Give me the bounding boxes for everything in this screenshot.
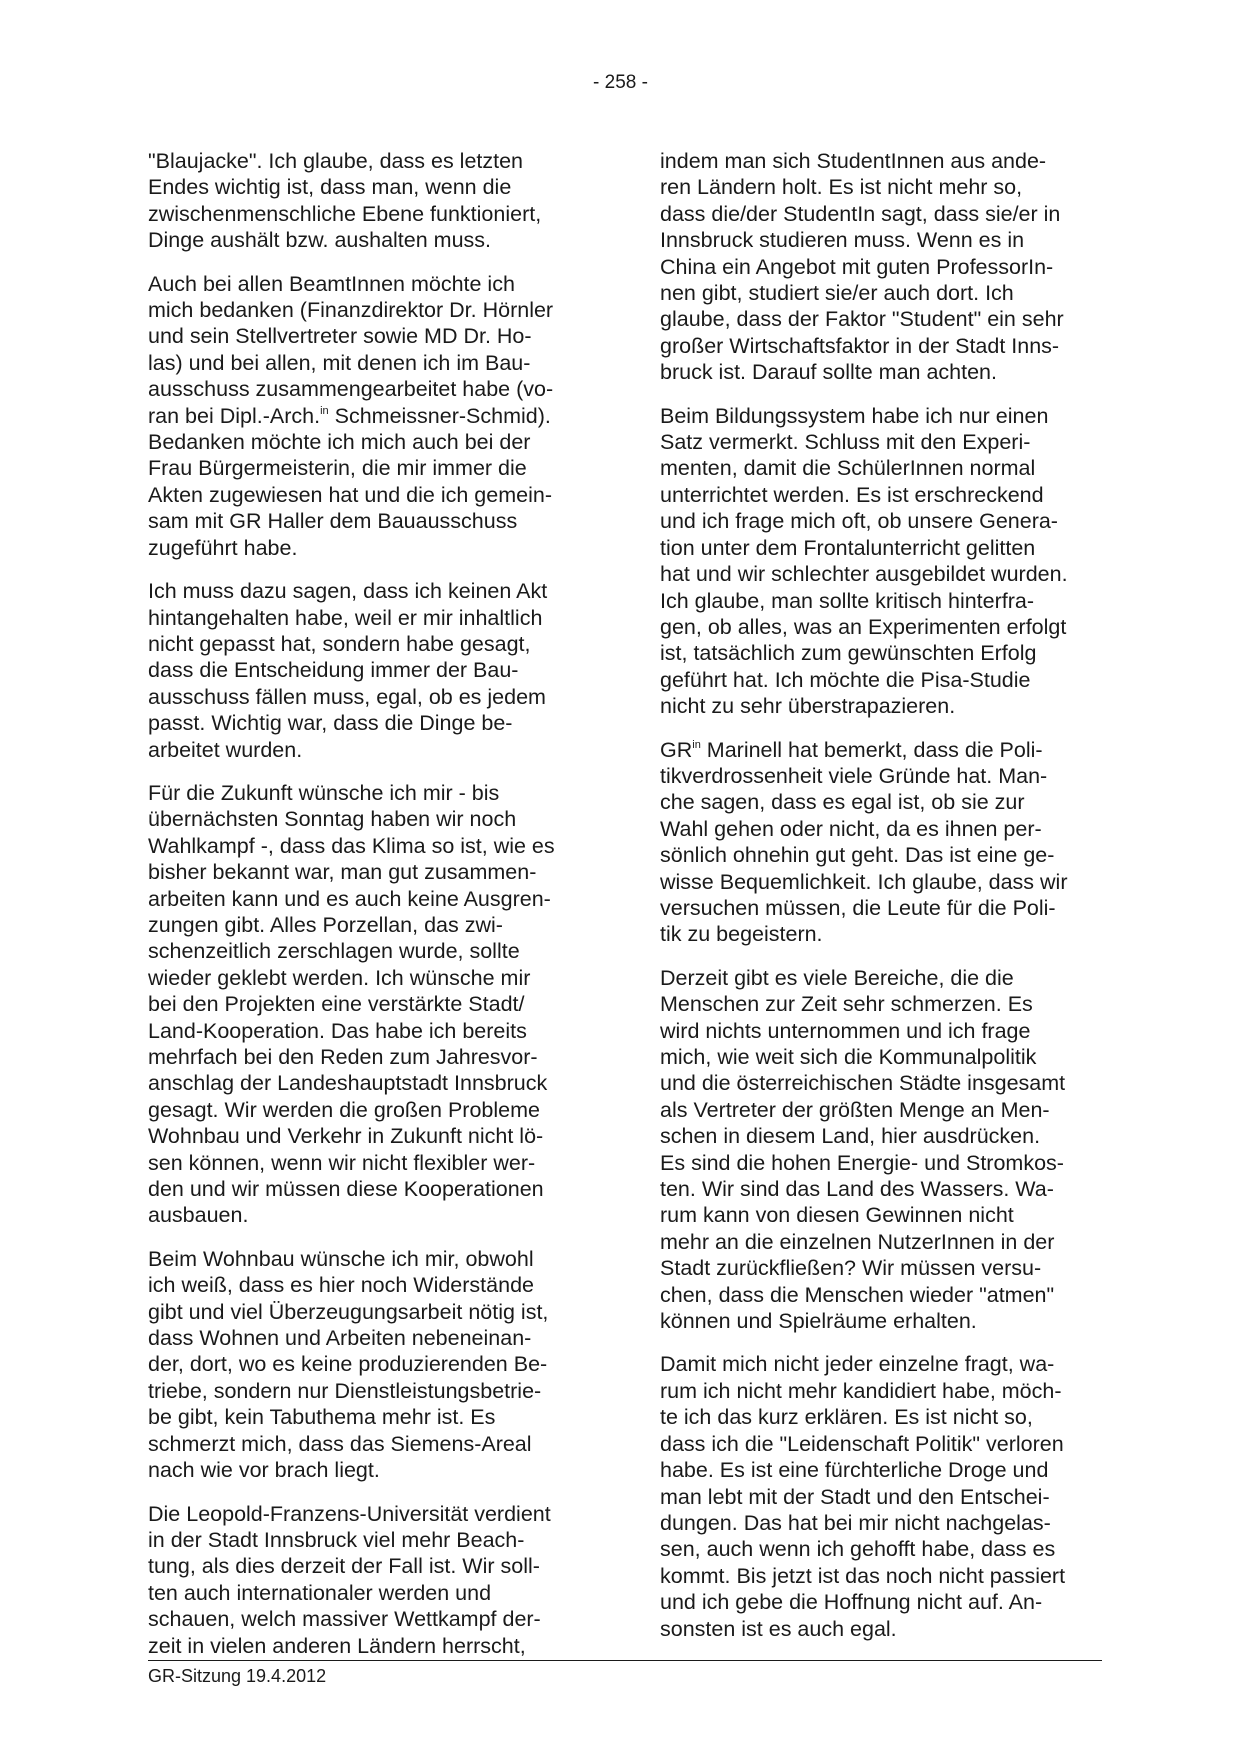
text-line: Endes wichtig ist, dass man, wenn die — [148, 175, 512, 200]
text-line: che sagen, dass es egal ist, ob sie zur — [660, 790, 1025, 815]
text-line: wisse Bequemlichkeit. Ich glaube, dass wir — [660, 869, 1068, 894]
text-line: anschlag der Landeshauptstadt Innsbruck — [148, 1071, 548, 1096]
text-line: den und wir müssen diese Kooperationen — [148, 1177, 544, 1202]
text-line: wird nichts unternommen und ich frage — [660, 1018, 1031, 1043]
paragraph — [660, 965, 1095, 1335]
text-fragment: Schmeissner-Schmid). — [328, 403, 551, 428]
text-line: Innsbruck studieren muss. Wenn es in — [660, 228, 1025, 253]
text-line-with-superscript — [660, 737, 1095, 763]
text-line-with-superscript — [148, 403, 583, 429]
right-column — [660, 148, 1095, 1659]
text-line: man lebt mit der Stadt und den Entschei- — [660, 1484, 1050, 1509]
paragraph — [660, 737, 1095, 948]
text-line: kommt. Bis jetzt ist das noch nicht passiert — [660, 1563, 1066, 1588]
text-line: und ich frage mich oft, ob unsere Genera- — [660, 509, 1058, 534]
text-line: in der Stadt Innsbruck viel mehr Beach- — [148, 1527, 525, 1552]
text-line: ausschuss zusammengearbeitet habe (vo- — [148, 377, 554, 402]
text-line: Ich muss dazu sagen, dass ich keinen Akt — [148, 579, 548, 604]
text-line: sonsten ist es auch egal. — [660, 1616, 897, 1641]
text-line: tion unter dem Frontalunterricht gelitten — [660, 535, 1036, 560]
text-line: tung, als dies derzeit der Fall ist. Wir soll- — [148, 1554, 540, 1579]
text-line: zungen gibt. Alles Porzellan, das zwi- — [148, 912, 503, 937]
text-line: und ich gebe die Hoffnung nicht auf. An- — [660, 1590, 1043, 1615]
text-line: sam mit GR Haller dem Bauausschuss — [148, 509, 518, 534]
text-line: ausbauen. — [148, 1203, 249, 1228]
text-line: zeit in vielen anderen Ländern herrscht, — [148, 1633, 526, 1658]
text-line: Damit mich nicht jeder einzelne fragt, wa- — [660, 1352, 1055, 1377]
text-line: chen, dass die Menschen wieder "atmen" — [660, 1282, 1055, 1307]
text-line: Wahl gehen oder nicht, da es ihnen per- — [660, 816, 1042, 841]
paragraph — [148, 148, 583, 254]
text-line: übernächsten Sonntag haben wir noch — [148, 807, 517, 832]
text-line: mehrfach bei den Reden zum Jahresvor- — [148, 1045, 538, 1069]
text-line: können und Spielräume erhalten. — [660, 1309, 977, 1334]
text-line: nen gibt, studiert sie/er auch dort. Ich — [660, 281, 1014, 306]
text-line: ren Ländern holt. Es ist nicht mehr so, — [660, 175, 1023, 200]
text-line: Menschen zur Zeit sehr schmerzen. Es — [660, 992, 1033, 1017]
text-line: und sein Stellvertreter sowie MD Dr. Ho- — [148, 324, 532, 349]
text-line: der, dort, wo es keine produzierenden Be- — [148, 1352, 548, 1377]
text-line: ist, tatsächlich zum gewünschten Erfolg — [660, 641, 1037, 666]
text-fragment: ran bei Dipl.-Arch. — [148, 403, 321, 428]
text-line: arbeiten kann und es auch keine Ausgren- — [148, 886, 551, 911]
text-line: passt. Wichtig war, dass die Dinge be- — [148, 711, 513, 736]
text-line: gibt und viel Überzeugungsarbeit nötig ist, — [148, 1299, 549, 1324]
text-line: te ich das kurz erklären. Es ist nicht so, — [660, 1405, 1033, 1430]
text-line: Satz vermerkt. Schluss mit den Experi- — [660, 430, 1031, 455]
text-line: be gibt, kein Tabuthema mehr ist. Es — [148, 1405, 496, 1430]
text-line: dungen. Das hat bei mir nicht nachgelas- — [660, 1510, 1051, 1535]
text-line: Auch bei allen BeamtInnen möchte ich — [148, 271, 515, 296]
text-line: Beim Bildungssystem habe ich nur einen — [660, 403, 1049, 428]
text-line: dass Wohnen und Arbeiten nebeneinan- — [148, 1326, 532, 1351]
text-line: bisher bekannt war, man gut zusammen- — [148, 860, 537, 885]
page-number: - 258 - — [593, 72, 648, 93]
text-line: Bedanken möchte ich mich auch bei der — [148, 430, 531, 455]
text-line: schauen, welch massiver Wettkampf der- — [148, 1607, 541, 1632]
text-line: sönlich ohnehin gut geht. Das ist eine ge- — [660, 843, 1055, 868]
text-line: unterrichtet werden. Es ist erschreckend — [660, 482, 1044, 507]
text-line: zugeführt habe. — [148, 535, 298, 560]
text-line: arbeitet wurden. — [148, 737, 303, 762]
text-line: bruck ist. Darauf sollte man achten. — [660, 360, 997, 385]
text-line: Derzeit gibt es viele Bereiche, die die — [660, 965, 1014, 990]
text-line: Es sind die hohen Energie- und Stromkos- — [660, 1150, 1064, 1175]
text-line: großer Wirtschaftsfaktor in der Stadt Inns- — [660, 333, 1060, 358]
left-column — [148, 148, 583, 1676]
text-line: mich bedanken (Finanzdirektor Dr. Hörnler — [148, 298, 554, 323]
text-line: versuchen müssen, die Leute für die Poli- — [660, 895, 1056, 920]
footer-text: GR-Sitzung 19.4.2012 — [148, 1666, 327, 1686]
text-line: triebe, sondern nur Dienstleistungsbetrie- — [148, 1378, 542, 1403]
text-line: nicht zu sehr überstrapazieren. — [660, 694, 956, 719]
text-line: indem man sich StudentInnen aus ande- — [660, 149, 1047, 173]
text-line: gesagt. Wir werden die großen Probleme — [148, 1097, 540, 1122]
paragraph — [148, 271, 583, 561]
superscript: in — [692, 738, 701, 751]
text-line: schenzeitlich zerschlagen wurde, sollte — [148, 939, 520, 964]
text-line: habe. Es ist eine fürchterliche Droge und — [660, 1458, 1049, 1483]
text-line: menten, damit die SchülerInnen normal — [660, 456, 1036, 481]
text-line: Beim Wohnbau wünsche ich mir, obwohl — [148, 1246, 534, 1271]
paragraph — [148, 1246, 583, 1484]
paragraph — [660, 403, 1095, 720]
text-line: tik zu begeistern. — [660, 922, 823, 947]
text-line: hat und wir schlechter ausgebildet wurden. — [660, 562, 1068, 587]
text-line: China ein Angebot mit guten ProfessorIn- — [660, 254, 1054, 279]
superscript: in — [320, 404, 329, 417]
paragraph — [148, 1501, 583, 1659]
paragraph — [148, 578, 583, 763]
text-line: zwischenmenschliche Ebene funktioniert, — [148, 201, 542, 226]
footer-divider — [148, 1660, 1102, 1661]
text-line: nach wie vor brach liegt. — [148, 1458, 380, 1483]
text-line: schen in diesem Land, hier ausdrücken. — [660, 1124, 1041, 1149]
text-line: nicht gepasst hat, sondern habe gesagt, — [148, 631, 531, 656]
text-line: als Vertreter der größten Menge an Men- — [660, 1097, 1050, 1122]
paragraph — [660, 1351, 1095, 1641]
paragraph — [148, 780, 583, 1229]
text-line: geführt hat. Ich möchte die Pisa-Studie — [660, 667, 1031, 692]
text-line: Akten zugewiesen hat und die ich gemein- — [148, 482, 552, 507]
text-line: Für die Zukunft wünsche ich mir - bis — [148, 780, 500, 805]
text-line: sen, auch wenn ich gehofft habe, dass es — [660, 1537, 1056, 1562]
text-line: dass ich die "Leidenschaft Politik" verloren — [660, 1431, 1064, 1456]
text-line: "Blaujacke". Ich glaube, dass es letzten — [148, 149, 524, 173]
text-line: dass die Entscheidung immer der Bau- — [148, 658, 519, 683]
text-line: schmerzt mich, dass das Siemens-Areal — [148, 1431, 532, 1456]
text-line: wieder geklebt werden. Ich wünsche mir — [148, 965, 531, 990]
text-line: las) und bei allen, mit denen ich im Bau- — [148, 350, 531, 375]
text-line: und die österreichischen Städte insgesamt — [660, 1071, 1066, 1096]
text-line: Die Leopold-Franzens-Universität verdient — [148, 1501, 551, 1526]
text-line: Wohnbau und Verkehr in Zukunft nicht lö- — [148, 1124, 544, 1149]
text-line: tikverdrossenheit viele Gründe hat. Man- — [660, 763, 1048, 788]
text-line: rum ich nicht mehr kandidiert habe, möch- — [660, 1378, 1062, 1403]
text-line: mehr an die einzelnen NutzerInnen in der — [660, 1229, 1055, 1254]
text-line: Wahlkampf -, dass das Klima so ist, wie es — [148, 833, 555, 858]
text-line: sen können, wenn wir nicht flexibler wer- — [148, 1150, 536, 1175]
text-line: ich weiß, dass es hier noch Widerstände — [148, 1273, 534, 1298]
text-line: Ich glaube, man sollte kritisch hinterfra- — [660, 588, 1035, 613]
text-fragment: Marinell hat bemerkt, dass die Poli- — [700, 737, 1043, 762]
text-line: dass die/der StudentIn sagt, dass sie/er in — [660, 201, 1061, 226]
text-line: Land-Kooperation. Das habe ich bereits — [148, 1018, 527, 1043]
text-line: hintangehalten habe, weil er mir inhaltlich — [148, 605, 543, 630]
text-line: ten auch internationaler werden und — [148, 1580, 492, 1605]
text-line: ten. Wir sind das Land des Wassers. Wa- — [660, 1177, 1054, 1202]
text-line: gen, ob alles, was an Experimenten erfolgt — [660, 614, 1067, 639]
text-line: Stadt zurückfließen? Wir müssen versu- — [660, 1256, 1042, 1281]
text-line: glaube, dass der Faktor "Student" ein sehr — [660, 307, 1064, 332]
paragraph — [660, 148, 1095, 386]
text-fragment: GR — [660, 737, 693, 762]
text-line: bei den Projekten eine verstärkte Stadt/ — [148, 992, 525, 1017]
text-line: mich, wie weit sich die Kommunalpolitik — [660, 1045, 1037, 1069]
text-line: rum kann von diesen Gewinnen nicht — [660, 1203, 1014, 1228]
text-line: ausschuss fällen muss, egal, ob es jedem — [148, 684, 546, 709]
text-line: Frau Bürgermeisterin, die mir immer die — [148, 456, 527, 481]
text-line: Dinge aushält bzw. aushalten muss. — [148, 228, 492, 253]
